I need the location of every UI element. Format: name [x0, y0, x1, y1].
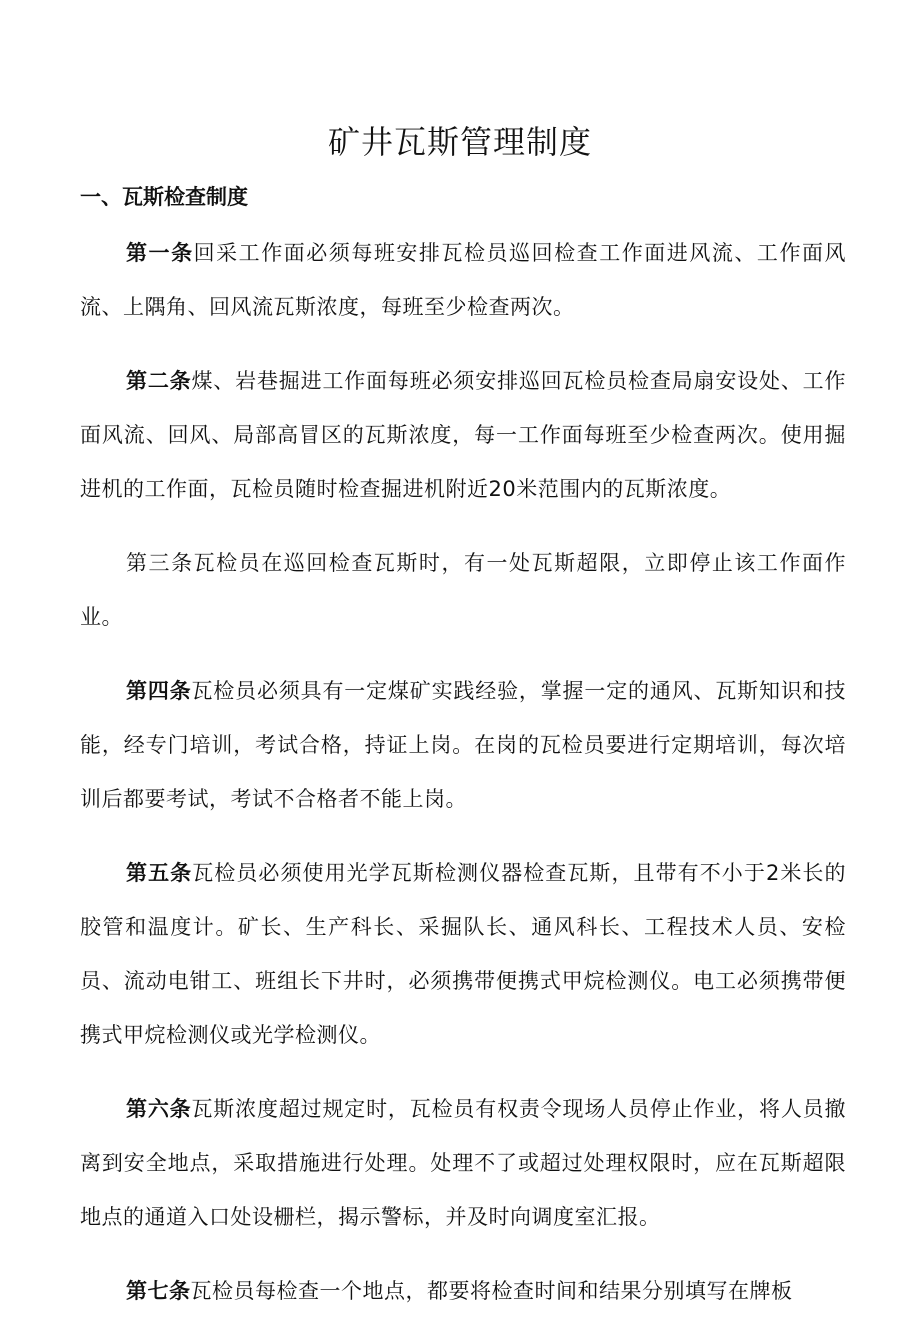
article-text: 瓦检员必须具有一定煤矿实践经验，掌握一定的通风、瓦斯知识和技能，经专门培训，考试合格，持证上岗。在岗的瓦检员要进行定期培训，每次培训后都要考试，考试不合格者不能上岗。 [80, 679, 846, 811]
section-heading: 一、瓦斯检查制度 [80, 185, 248, 209]
document-body [80, 226, 846, 1338]
article-text: 瓦检员必须使用光学瓦斯检测仪器检查瓦斯，且带有不小于2米长的胶管和温度计。矿长、生产科长、采掘队长、通风科长、工程技术人员、安检员、流动电钳工、班组长下井时，必须携带便携式甲烷检测仪。电工必须携带便携式甲烷检测仪或光学检测仪。 [80, 861, 847, 1047]
article-text: 瓦斯浓度超过规定时，瓦检员有权责令现场人员停止作业，将人员撤离到安全地点，采取措施进行处理。处理不了或超过处理权限时，应在瓦斯超限地点的通道入口处设栅栏，揭示警标，并及时向调度室汇报。 [80, 1097, 846, 1229]
article-6 [80, 1082, 846, 1244]
article-label: 第五条 [126, 861, 193, 885]
article-4 [80, 664, 846, 826]
article-label: 第四条 [126, 679, 192, 703]
document-title: 矿井瓦斯管理制度 [327, 123, 592, 161]
article-text: 煤、岩巷掘进工作面每班必须安排巡回瓦检员检查局扇安设处、工作面风流、回风、局部高冒区的瓦斯浓度，每一工作面每班至少检查两次。使用掘进机的工作面，瓦检员随时检查掘进机附近20米范围内的瓦斯浓度。 [80, 369, 846, 501]
article-label: 第三条 [126, 551, 194, 575]
article-3 [80, 536, 846, 644]
article-text: 回采工作面必须每班安排瓦检员巡回检查工作面进风流、工作面风流、上隅角、回风流瓦斯浓度，每班至少检查两次。 [80, 241, 847, 319]
article-1 [80, 226, 846, 334]
article-text: 瓦检员每检查一个地点，都要将检查时间和结果分别填写在牌板 [190, 1279, 793, 1303]
article-label: 第一条 [126, 241, 194, 265]
article-5 [80, 846, 846, 1062]
article-label: 第七条 [126, 1279, 191, 1303]
article-label: 第六条 [126, 1097, 192, 1121]
article-7 [80, 1264, 846, 1318]
article-text: 瓦检员在巡回检查瓦斯时，有一处瓦斯超限，立即停止该工作面作业。 [80, 551, 847, 629]
article-2 [80, 354, 846, 516]
article-label: 第二条 [126, 369, 192, 393]
